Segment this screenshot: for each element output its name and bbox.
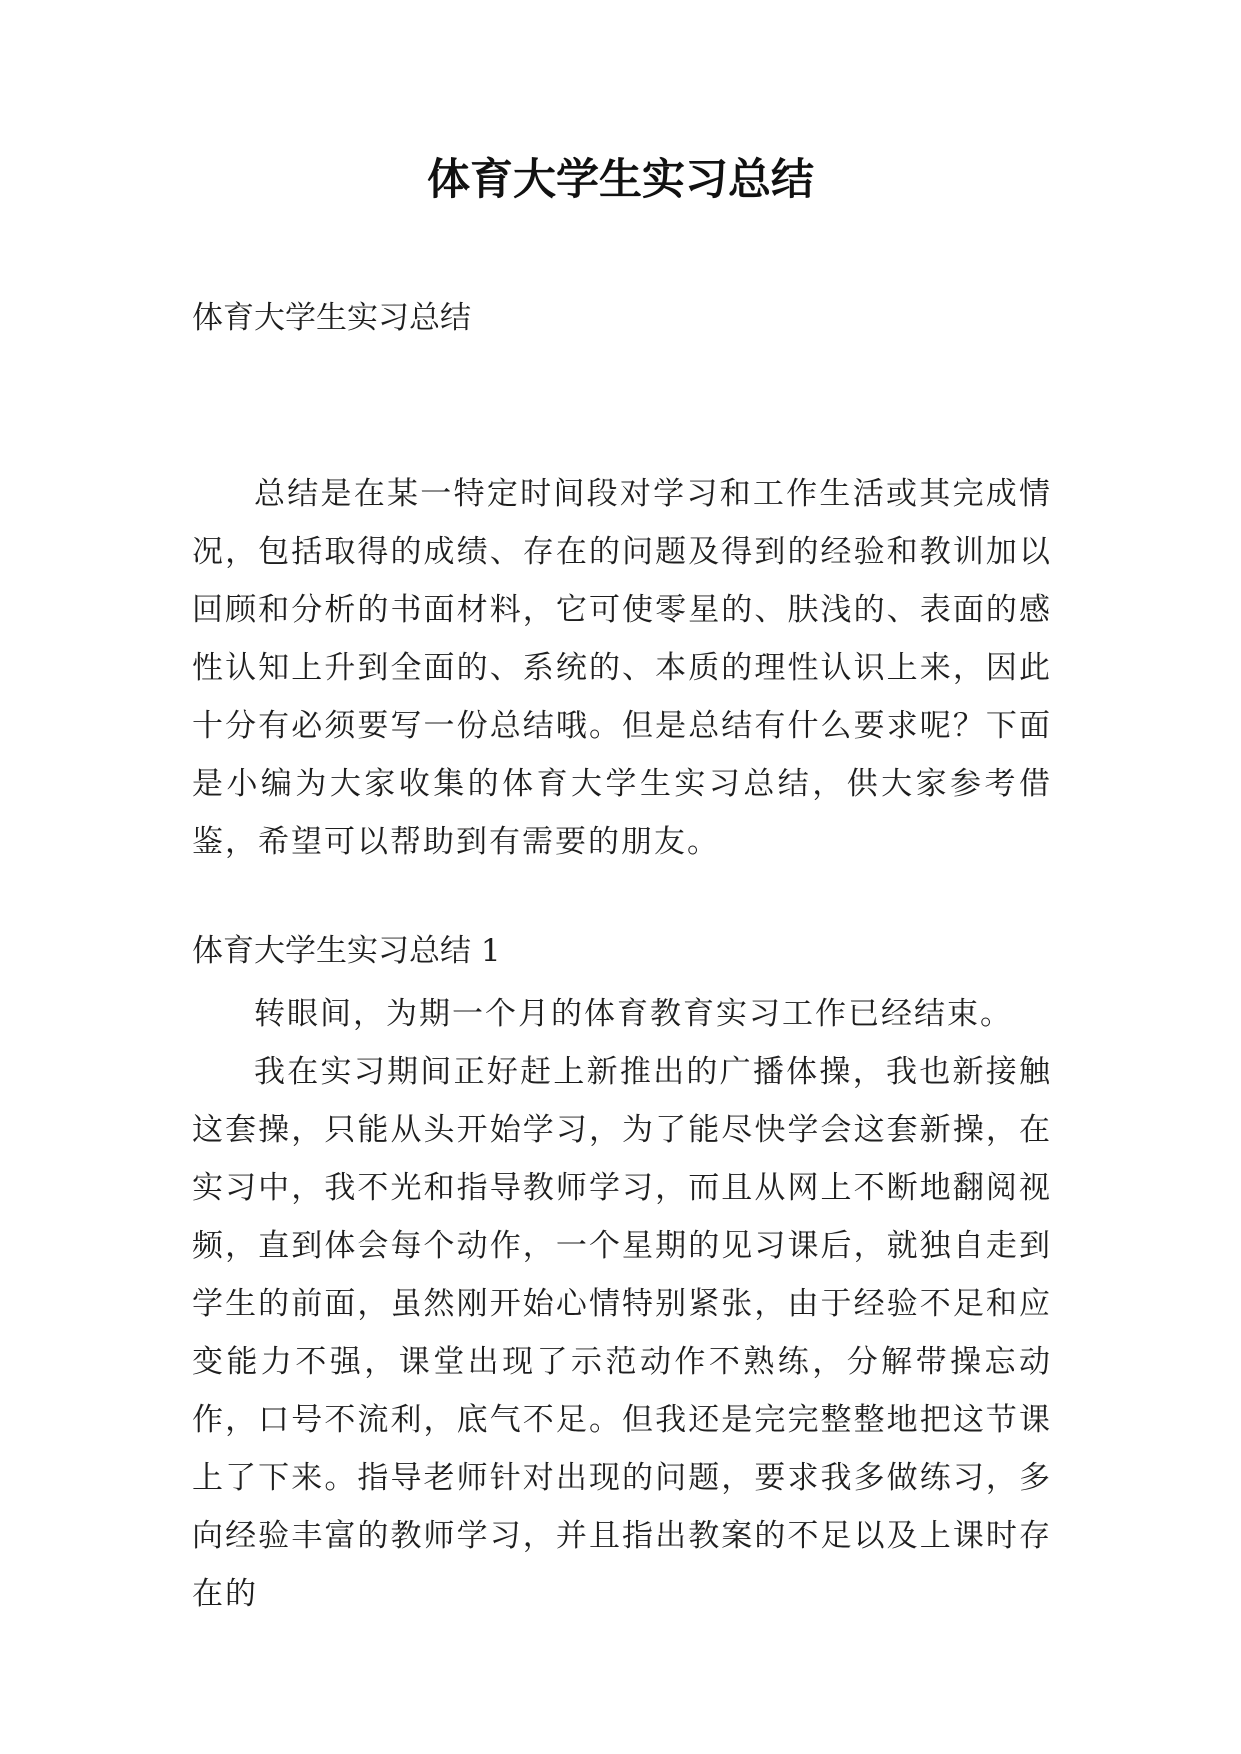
- body-paragraph: 我在实习期间正好赶上新推出的广播体操，我也新接触这套操，只能从头开始学习，为了能尽快学会这套新操，在实习中，我不光和指导教师学习，而且从网上不断地翻阅视频，直到体会每个动作，一个星期的见习课后，就独自走到学生的前面，虽然刚开始心情特别紧张，由于经验不足和应变能力不强，课堂出现了示范动作不熟练，分解带操忘动作，口号不流利，底气不足。但我还是完完整整地把这节课上了下来。指导老师针对出现的问题，要求我多做练习，多向经验丰富的教师学习，并且指出教案的不足以及上课时存在的: [192, 1054, 1052, 1612]
- document-title: 体育大学生实习总结: [427, 155, 814, 205]
- body-paragraph: 转眼间，为期一个月的体育教育实习工作已经结束。: [254, 996, 1013, 1032]
- document-subtitle: 体育大学生实习总结: [192, 300, 471, 336]
- intro-paragraph: 总结是在某一特定时间段对学习和工作生活或其完成情况，包括取得的成绩、存在的问题及得到的经验和教训加以回顾和分析的书面材料，它可使零星的、肤浅的、表面的感性认知上升到全面的、系统的、本质的理性认识上来，因此十分有必须要写一份总结哦。但是总结有什么要求呢？下面是小编为大家收集的体育大学生实习总结，供大家参考借鉴，希望可以帮助到有需要的朋友。: [192, 476, 1052, 860]
- section-heading: 体育大学生实习总结 1: [192, 933, 501, 969]
